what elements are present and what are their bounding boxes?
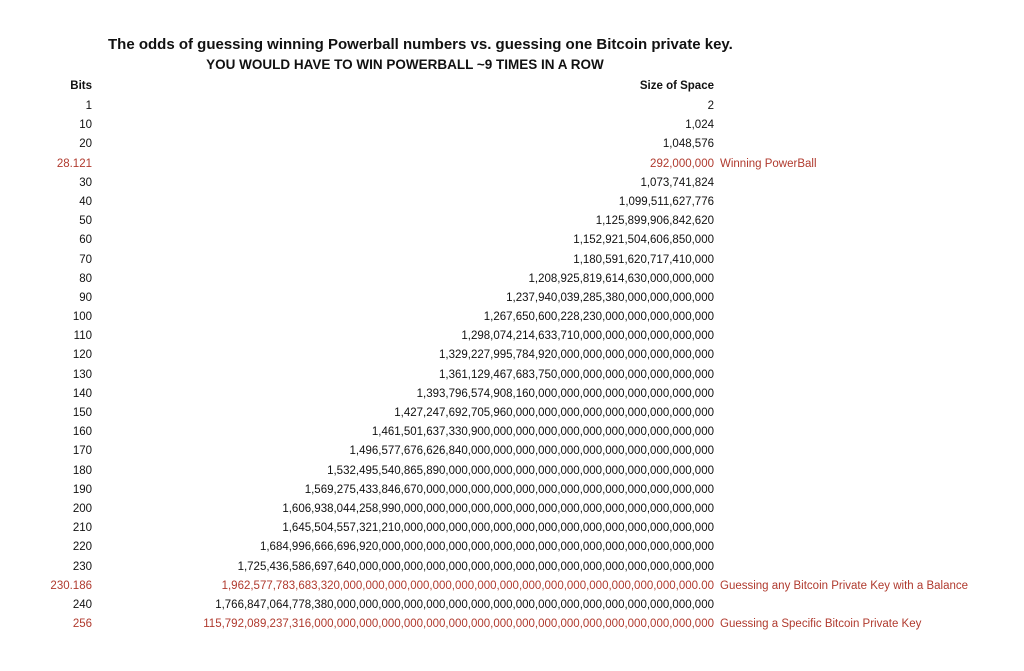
- bits-cell: 70: [79, 253, 92, 266]
- table-row: [0, 193, 1024, 212]
- size-cell: 1,766,847,064,778,380,000,000,000,000,000,000,000,000,000,000,000,000,000,000,000,000,000: [215, 598, 714, 611]
- table-row: [0, 308, 1024, 327]
- bits-cell: 10: [79, 119, 92, 132]
- bits-cell: 210: [72, 522, 92, 535]
- bits-cell: 150: [72, 407, 92, 419]
- page-subtitle: YOU WOULD HAVE TO WIN POWERBALL ~9 TIMES IN A ROW: [206, 57, 604, 72]
- size-cell: 1,569,275,433,846,670,000,000,000,000,000,000,000,000,000,000,000,000,000: [304, 483, 714, 496]
- size-cell: 1,393,796,574,908,160,000,000,000,000,000,000,000,000: [416, 387, 714, 400]
- table-row: [0, 596, 1024, 615]
- bits-cell: 240: [72, 598, 92, 611]
- size-cell: 1,298,074,214,633,710,000,000,000,000,000,000: [461, 330, 714, 343]
- bits-cell: 90: [79, 291, 92, 304]
- table-row: [0, 423, 1024, 442]
- table-row: [0, 366, 1024, 385]
- bits-cell: 100: [72, 311, 92, 324]
- size-cell: 2: [707, 100, 714, 112]
- table-row: [0, 116, 1024, 135]
- size-cell: 115,792,089,237,316,000,000,000,000,000,000,000,000,000,000,000,000,000,000,000,000,000,000: [203, 618, 714, 631]
- bits-cell: 200: [72, 502, 92, 515]
- size-cell: 1,725,436,586,697,640,000,000,000,000,000,000,000,000,000,000,000,000,000,000,000,000: [237, 560, 714, 573]
- size-cell: 1,684,996,666,696,920,000,000,000,000,000,000,000,000,000,000,000,000,000,000,000: [259, 541, 714, 554]
- bits-cell: 220: [72, 541, 92, 554]
- row-annotation: Guessing a Specific Bitcoin Private Key: [720, 618, 922, 631]
- bits-cell: 80: [79, 272, 92, 285]
- size-cell: 1,099,511,627,776: [618, 195, 714, 208]
- table-row: [0, 270, 1024, 289]
- bits-cell: 230.186: [50, 579, 92, 592]
- table-row: [0, 481, 1024, 500]
- bits-cell: 180: [72, 464, 92, 477]
- bits-cell: 256: [72, 618, 92, 631]
- table-row: [0, 155, 1024, 174]
- row-annotation: Winning PowerBall: [720, 157, 817, 170]
- size-cell: 1,267,650,600,228,230,000,000,000,000,000: [483, 311, 714, 324]
- size-cell: 1,180,591,620,717,410,000: [573, 253, 714, 266]
- bits-cell: 50: [79, 215, 92, 228]
- bits-cell: 120: [72, 349, 92, 362]
- table-row: [0, 385, 1024, 404]
- table-row: [0, 615, 1024, 634]
- size-cell: 1,024: [685, 119, 714, 132]
- bits-cell: 1: [85, 100, 92, 112]
- bits-cell: 28.121: [56, 157, 92, 170]
- row-annotation: Guessing any Bitcoin Private Key with a Balance: [720, 579, 969, 592]
- bits-cell: 230: [72, 560, 92, 573]
- table-row: [0, 174, 1024, 193]
- bits-cell: 140: [72, 387, 92, 400]
- table-row: [0, 462, 1024, 481]
- table-row: [0, 289, 1024, 308]
- table-row: [0, 135, 1024, 154]
- bits-cell: 60: [79, 234, 92, 247]
- table-row: [0, 577, 1024, 596]
- bits-column-header: Bits: [70, 80, 92, 92]
- table-row: [0, 231, 1024, 250]
- size-column-header: Size of Space: [639, 80, 714, 92]
- bits-cell: 190: [72, 483, 92, 496]
- bits-cell: 160: [72, 426, 92, 439]
- bits-cell: 110: [73, 330, 92, 343]
- size-cell: 1,461,501,637,330,900,000,000,000,000,000,000,000,000,000,000: [371, 426, 714, 439]
- size-cell: 1,532,495,540,865,890,000,000,000,000,000,000,000,000,000,000,000,000: [327, 464, 714, 477]
- size-cell: 1,073,741,824: [640, 176, 714, 189]
- size-cell: 1,125,899,906,842,620: [595, 215, 714, 228]
- table-row: [0, 327, 1024, 346]
- table-row: [0, 500, 1024, 519]
- table-row: [0, 212, 1024, 231]
- bits-cell: 20: [79, 138, 92, 151]
- size-cell: 292,000,000: [650, 157, 714, 170]
- size-cell: 1,427,247,692,705,960,000,000,000,000,000,000,000,000,000: [394, 407, 714, 419]
- bits-cell: 170: [72, 445, 92, 458]
- bits-cell: 30: [79, 176, 92, 189]
- size-cell: 1,645,504,557,321,210,000,000,000,000,000,000,000,000,000,000,000,000,000,000: [282, 522, 714, 535]
- size-cell: 1,606,938,044,258,990,000,000,000,000,000,000,000,000,000,000,000,000,000,000: [282, 502, 714, 515]
- size-cell: 1,361,129,467,683,750,000,000,000,000,000,000,000: [439, 368, 714, 381]
- size-cell: 1,208,925,819,614,630,000,000,000: [528, 272, 714, 285]
- table-row: [0, 442, 1024, 461]
- odds-table: [0, 97, 1024, 634]
- size-cell: 1,237,940,039,285,380,000,000,000,000: [506, 291, 714, 304]
- size-cell: 1,329,227,995,784,920,000,000,000,000,000,000,000: [439, 349, 714, 362]
- size-cell: 1,152,921,504,606,850,000: [573, 234, 714, 247]
- bits-cell: 130: [72, 368, 92, 381]
- size-cell: 1,048,576: [662, 138, 714, 151]
- table-row: [0, 251, 1024, 270]
- table-row: [0, 558, 1024, 577]
- page-title: The odds of guessing winning Powerball numbers vs. guessing one Bitcoin private key.: [108, 36, 733, 53]
- bits-cell: 40: [79, 195, 92, 208]
- size-cell: 1,962,577,783,683,320,000,000,000,000,000,000,000,000,000,000,000,000,000,000,000,000.00: [221, 579, 714, 592]
- table-row: [0, 519, 1024, 538]
- size-cell: 1,496,577,676,626,840,000,000,000,000,000,000,000,000,000,000,000: [349, 445, 714, 458]
- table-row: [0, 346, 1024, 365]
- table-row: [0, 97, 1024, 116]
- table-row: [0, 538, 1024, 557]
- table-row: [0, 404, 1024, 423]
